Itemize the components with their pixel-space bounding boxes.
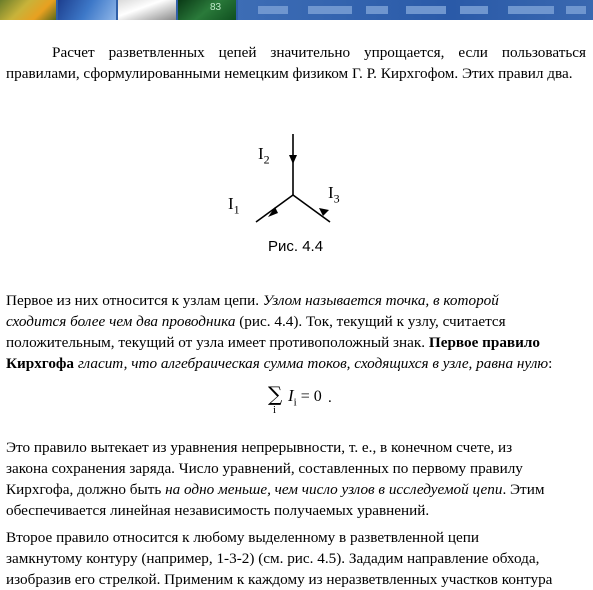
sum-index: i [273, 404, 277, 416]
intro-paragraph: Расчет разветвленных цепей значительно упрощается, если пользоваться правилами, сформулированными немецким физиком Г. Р. Кирхгофом. Этих правил два. [6, 44, 586, 82]
second-rule-paragraph: Второе правило относится к любому выделенному в разветвленной цепи замкнутому контуру (например, 1-3-2) (см. рис. 4.5). Зададим направление обхода, изобразив его стрелкой. Применим к каждому из неразветвленных участков контура [6, 529, 553, 588]
banner-title-band [238, 0, 593, 20]
first-rule-statement: гласит, что алгебраическая сумма токов, сходящихся в узле, равна нулю [74, 355, 549, 372]
banner-thumbnail-number: 83 [210, 2, 222, 13]
label-i1: $I_1$ [228, 194, 240, 217]
banner-thumbnail-4 [178, 0, 236, 20]
node-definition: Узлом называется точка, в которой [262, 292, 499, 309]
formula-trailing-dot: . [328, 390, 332, 406]
figure-caption: Рис. 4.4 [268, 238, 324, 255]
banner-thumbnail-2 [58, 0, 116, 20]
kirchhoff-current-formula [268, 382, 348, 418]
continuity-paragraph: Это правило вытекает из уравнения непрерывности, т. е., в конечном счете, из закона сохранения заряда. Число уравнений, составленных по первому правилу Кирхгофа, должно быть на одно меньше, чем число узлов в исследуемой цепи. Этим обеспечивается линейная независимость получаемых уравнений. [6, 439, 545, 519]
sum-symbol: ∑ [268, 382, 283, 406]
label-i3: $I_3$ [328, 183, 340, 206]
formula-variable: $I_i = 0$ [288, 386, 322, 409]
arrow-i2-icon [289, 155, 297, 164]
node-diagram-svg [228, 128, 368, 238]
banner-thumbnail-3 [118, 0, 176, 20]
first-rule-title: Первое правило [428, 334, 540, 351]
label-i2: $I_2$ [258, 144, 270, 167]
header-banner [0, 0, 593, 20]
banner-thumbnail-1 [0, 0, 56, 20]
wire-i3 [293, 195, 330, 222]
first-rule-paragraph: Первое из них относится к узлам цепи. Узлом называется точка, в которой сходится более чем два проводника (рис. 4.4). Ток, текущий к узлу, считается положительным, текущий от узла имеет противоположный знак. Первое правило Кирхгофа гласит, что алгебраическая сумма токов, сходящихся в узле, равна нулю: [6, 292, 553, 372]
figure-node-diagram [228, 128, 368, 263]
